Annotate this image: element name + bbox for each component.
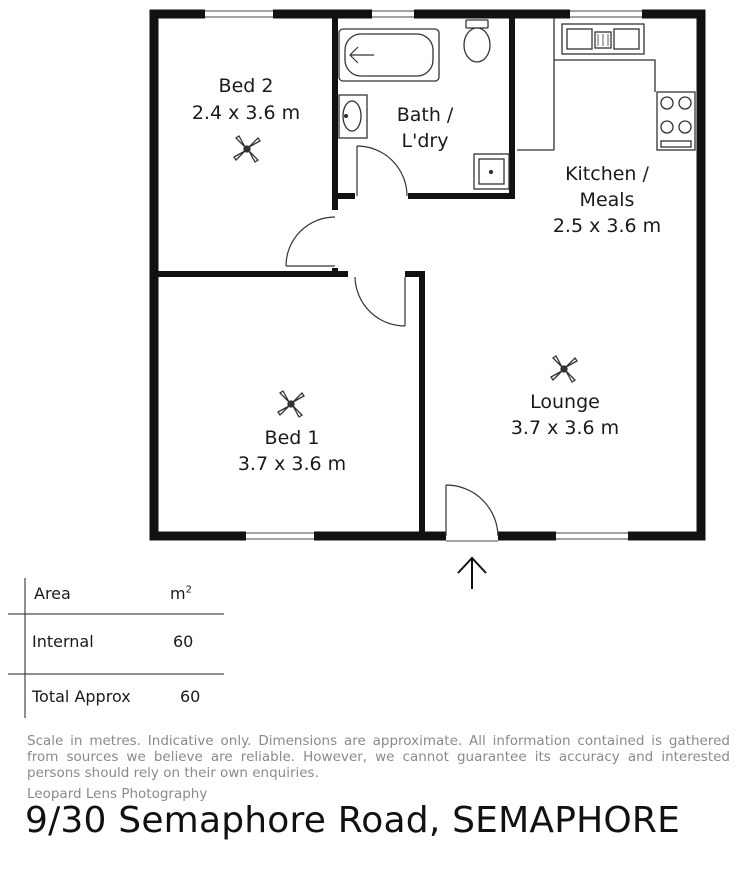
- lounge-dims: 3.7 x 3.6 m: [510, 417, 620, 439]
- bed2-dims: 2.4 x 3.6 m: [191, 102, 301, 124]
- area-unit-exponent: 2: [185, 584, 192, 596]
- kitchen-name-line2: Meals: [579, 189, 635, 211]
- kitchen-dims: 2.5 x 3.6 m: [552, 215, 662, 237]
- laundry-tub-icon: [474, 154, 509, 189]
- bath-name-line2: L'dry: [401, 130, 449, 152]
- ceiling-fan-icon: [278, 391, 304, 417]
- entry-door: [446, 485, 498, 541]
- window: [246, 531, 314, 541]
- area-header-label: Area: [34, 584, 71, 603]
- kitchen-name-line1: Kitchen /: [565, 163, 649, 185]
- area-row-label: Total Approx: [32, 687, 131, 706]
- ceiling-fan-icon: [551, 356, 577, 382]
- photographer-credit: Leopard Lens Photography: [27, 786, 208, 802]
- bed1-dims: 3.7 x 3.6 m: [237, 453, 347, 475]
- area-table: [8, 572, 226, 722]
- property-address: 9/30 Semaphore Road, SEMAPHORE: [25, 800, 681, 841]
- kitchen-fixtures: [517, 18, 695, 150]
- area-row-label: Internal: [32, 632, 94, 651]
- window: [205, 9, 273, 19]
- bed1-name: Bed 1: [264, 427, 320, 449]
- window: [556, 531, 628, 541]
- toilet-icon: [464, 20, 490, 62]
- bath-name-line1: Bath /: [396, 104, 454, 126]
- ceiling-fan-icon: [234, 136, 260, 162]
- basin-icon: [339, 95, 367, 138]
- area-row-value: 60: [173, 632, 194, 651]
- bath-door: [355, 146, 408, 199]
- bed2-door: [286, 210, 338, 268]
- window: [570, 9, 642, 19]
- area-unit-base: m: [170, 584, 186, 603]
- bed1-door: [348, 271, 405, 326]
- area-unit: [170, 584, 192, 603]
- disclaimer-text: Scale in metres. Indicative only. Dimensions are approximate. All information contained is gathered from sources we believe are reliable. However, we cannot guarantee its accuracy and interested persons should rely on their own enquiries.: [27, 733, 730, 781]
- cooktop-icon: [657, 92, 695, 150]
- doors: [286, 146, 498, 541]
- window: [372, 9, 414, 19]
- area-row-value: 60: [180, 687, 201, 706]
- entry-arrow-icon: [458, 558, 486, 589]
- bed2-name: Bed 2: [218, 75, 274, 97]
- sink-icon: [562, 24, 644, 54]
- bathtub-icon: [339, 29, 439, 81]
- lounge-name: Lounge: [530, 391, 600, 413]
